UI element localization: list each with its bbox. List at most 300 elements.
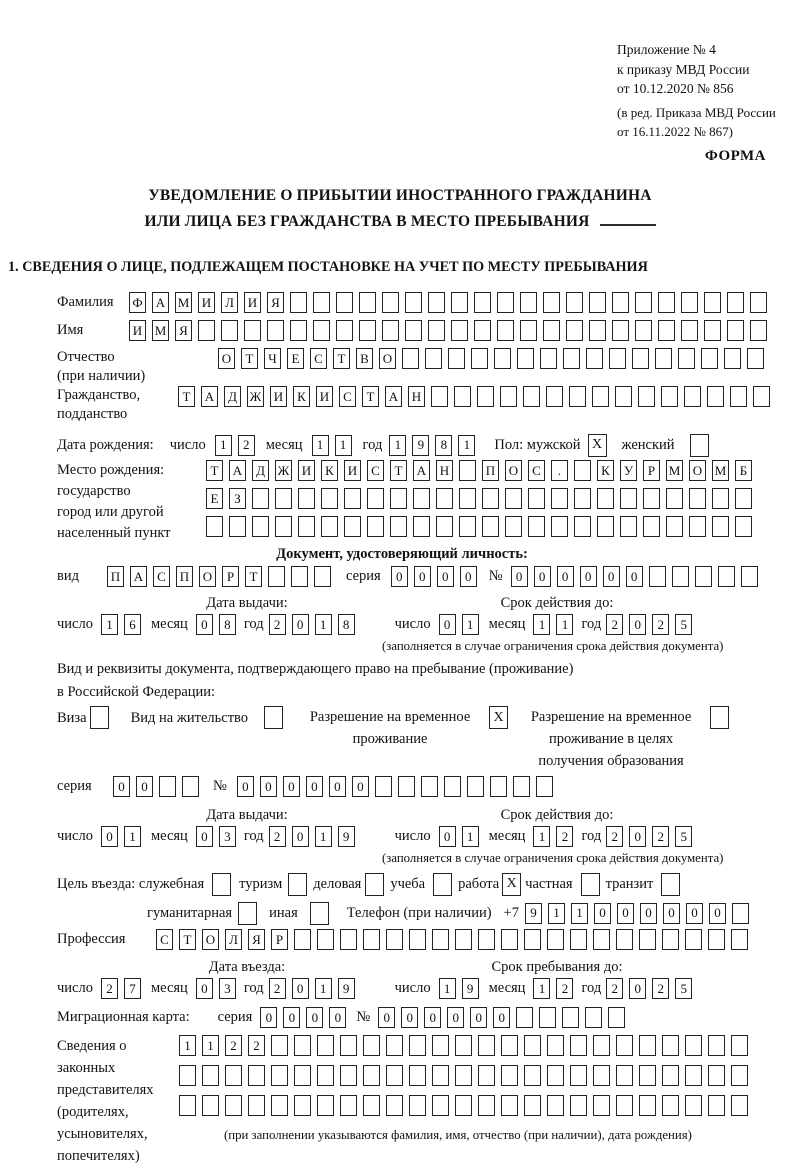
form-cell[interactable] [643,516,660,537]
form-cell[interactable] [291,566,308,587]
form-cell[interactable]: М [666,460,683,481]
form-cell[interactable]: И [270,386,287,407]
form-cell[interactable] [206,516,223,537]
purpose-transit-checkbox[interactable] [661,873,680,896]
form-cell[interactable] [478,1035,495,1056]
form-cell[interactable] [471,348,488,369]
form-cell[interactable] [639,929,656,950]
form-cell[interactable]: А [201,386,218,407]
form-cell[interactable] [666,516,683,537]
form-cell[interactable] [593,1095,610,1116]
form-cell[interactable] [271,1095,288,1116]
form-cell[interactable] [363,1065,380,1086]
form-cell[interactable]: 2 [606,614,623,635]
form-cell[interactable] [589,292,606,313]
form-cell[interactable] [159,776,176,797]
form-cell[interactable] [451,292,468,313]
form-cell[interactable]: И [244,292,261,313]
form-cell[interactable] [685,1035,702,1056]
form-cell[interactable] [528,516,545,537]
form-cell[interactable]: С [156,929,173,950]
form-cell[interactable] [386,1095,403,1116]
form-cell[interactable]: Н [436,460,453,481]
form-cell[interactable] [500,386,517,407]
form-cell[interactable]: 2 [556,826,573,847]
form-cell[interactable] [704,320,721,341]
form-cell[interactable]: 0 [306,776,323,797]
form-cell[interactable] [516,1007,533,1028]
form-cell[interactable] [639,1095,656,1116]
purpose-tourism-checkbox[interactable] [288,873,307,896]
form-cell[interactable]: А [413,460,430,481]
form-cell[interactable]: 0 [629,614,646,635]
form-cell[interactable] [501,1095,518,1116]
form-cell[interactable] [501,1035,518,1056]
form-cell[interactable]: 0 [101,826,118,847]
form-cell[interactable]: С [339,386,356,407]
form-cell[interactable]: 0 [329,1007,346,1028]
form-cell[interactable]: 0 [447,1007,464,1028]
form-cell[interactable]: 3 [219,826,236,847]
form-cell[interactable] [477,386,494,407]
form-cell[interactable]: 0 [378,1007,395,1028]
form-cell[interactable] [643,488,660,509]
form-cell[interactable] [662,1035,679,1056]
form-cell[interactable]: Я [175,320,192,341]
form-cell[interactable]: 0 [663,903,680,924]
form-cell[interactable] [363,929,380,950]
form-cell[interactable] [750,292,767,313]
form-cell[interactable]: И [316,386,333,407]
form-cell[interactable] [616,1065,633,1086]
form-cell[interactable] [570,1095,587,1116]
form-cell[interactable] [221,320,238,341]
form-cell[interactable]: 0 [470,1007,487,1028]
form-cell[interactable] [547,1065,564,1086]
form-cell[interactable]: М [175,292,192,313]
form-cell[interactable]: К [293,386,310,407]
form-cell[interactable]: 9 [462,978,479,999]
form-cell[interactable] [547,1095,564,1116]
form-cell[interactable]: 7 [124,978,141,999]
visa-checkbox[interactable] [90,706,109,729]
form-cell[interactable] [398,776,415,797]
form-cell[interactable] [359,292,376,313]
form-cell[interactable]: О [202,929,219,950]
form-cell[interactable] [179,1065,196,1086]
form-cell[interactable] [505,488,522,509]
form-cell[interactable] [448,348,465,369]
form-cell[interactable] [497,292,514,313]
form-cell[interactable] [593,1065,610,1086]
form-cell[interactable]: 0 [113,776,130,797]
form-cell[interactable] [540,348,557,369]
form-cell[interactable] [405,292,422,313]
form-cell[interactable] [672,566,689,587]
form-cell[interactable] [551,516,568,537]
form-cell[interactable]: И [344,460,361,481]
form-cell[interactable]: К [597,460,614,481]
form-cell[interactable] [658,292,675,313]
form-cell[interactable] [382,292,399,313]
form-cell[interactable]: 1 [462,826,479,847]
form-cell[interactable]: 0 [196,978,213,999]
form-cell[interactable] [562,1007,579,1028]
form-cell[interactable] [317,1035,334,1056]
form-cell[interactable] [681,292,698,313]
form-cell[interactable] [731,929,748,950]
form-cell[interactable] [570,1035,587,1056]
form-cell[interactable] [574,460,591,481]
form-cell[interactable]: 1 [389,435,406,456]
form-cell[interactable]: 0 [629,826,646,847]
form-cell[interactable] [731,1095,748,1116]
form-cell[interactable]: К [321,460,338,481]
purpose-work-checkbox[interactable]: X [502,873,521,896]
form-cell[interactable]: 0 [352,776,369,797]
temp-residence-checkbox[interactable]: X [489,706,508,729]
form-cell[interactable]: 0 [686,903,703,924]
form-cell[interactable] [402,348,419,369]
form-cell[interactable] [635,292,652,313]
form-cell[interactable]: 2 [269,614,286,635]
form-cell[interactable] [497,320,514,341]
form-cell[interactable] [520,292,537,313]
form-cell[interactable] [501,929,518,950]
purpose-official-checkbox[interactable] [212,873,231,896]
form-cell[interactable] [616,1035,633,1056]
form-cell[interactable] [198,320,215,341]
form-cell[interactable] [727,320,744,341]
form-cell[interactable] [524,1035,541,1056]
form-cell[interactable] [375,776,392,797]
form-cell[interactable] [455,1065,472,1086]
form-cell[interactable] [409,1065,426,1086]
form-cell[interactable] [409,1095,426,1116]
form-cell[interactable] [340,1065,357,1086]
form-cell[interactable]: В [356,348,373,369]
form-cell[interactable] [658,320,675,341]
form-cell[interactable] [528,488,545,509]
form-cell[interactable]: 1 [439,978,456,999]
form-cell[interactable] [244,320,261,341]
form-cell[interactable]: 1 [215,435,232,456]
form-cell[interactable] [570,929,587,950]
form-cell[interactable] [524,1065,541,1086]
form-cell[interactable]: 0 [391,566,408,587]
form-cell[interactable]: Я [267,292,284,313]
form-cell[interactable]: 1 [571,903,588,924]
form-cell[interactable]: 0 [629,978,646,999]
form-cell[interactable] [409,1035,426,1056]
form-cell[interactable] [731,1065,748,1086]
form-cell[interactable] [474,320,491,341]
form-cell[interactable]: 1 [462,614,479,635]
form-cell[interactable]: А [385,386,402,407]
form-cell[interactable]: 1 [312,435,329,456]
form-cell[interactable]: 0 [439,614,456,635]
form-cell[interactable]: Т [241,348,258,369]
form-cell[interactable]: 0 [603,566,620,587]
form-cell[interactable]: Ф [129,292,146,313]
form-cell[interactable] [229,516,246,537]
form-cell[interactable]: С [367,460,384,481]
form-cell[interactable] [639,1065,656,1086]
form-cell[interactable]: 0 [594,903,611,924]
form-cell[interactable]: 2 [652,978,669,999]
form-cell[interactable] [421,776,438,797]
form-cell[interactable]: 0 [493,1007,510,1028]
form-cell[interactable] [336,320,353,341]
form-cell[interactable] [182,776,199,797]
form-cell[interactable] [517,348,534,369]
form-cell[interactable] [501,1065,518,1086]
form-cell[interactable] [459,516,476,537]
form-cell[interactable] [724,348,741,369]
form-cell[interactable] [340,1095,357,1116]
form-cell[interactable] [750,320,767,341]
form-cell[interactable] [494,348,511,369]
form-cell[interactable] [566,292,583,313]
form-cell[interactable] [459,460,476,481]
form-cell[interactable] [655,348,672,369]
form-cell[interactable]: О [199,566,216,587]
form-cell[interactable] [616,929,633,950]
form-cell[interactable]: 0 [292,978,309,999]
form-cell[interactable]: 0 [260,776,277,797]
form-cell[interactable]: 9 [412,435,429,456]
form-cell[interactable] [632,348,649,369]
form-cell[interactable] [730,386,747,407]
form-cell[interactable] [290,320,307,341]
form-cell[interactable] [593,929,610,950]
form-cell[interactable]: 1 [533,826,550,847]
purpose-other-checkbox[interactable] [310,902,329,925]
form-cell[interactable]: 1 [315,614,332,635]
form-cell[interactable] [432,1065,449,1086]
form-cell[interactable]: 0 [534,566,551,587]
form-cell[interactable]: 0 [306,1007,323,1028]
form-cell[interactable] [678,348,695,369]
form-cell[interactable]: А [130,566,147,587]
form-cell[interactable] [413,516,430,537]
form-cell[interactable]: 0 [136,776,153,797]
form-cell[interactable] [431,386,448,407]
form-cell[interactable] [405,320,422,341]
form-cell[interactable] [317,1065,334,1086]
form-cell[interactable]: 0 [292,614,309,635]
form-cell[interactable]: 1 [458,435,475,456]
form-cell[interactable] [662,1065,679,1086]
form-cell[interactable] [344,516,361,537]
form-cell[interactable]: Т [333,348,350,369]
form-cell[interactable] [615,386,632,407]
form-cell[interactable] [478,929,495,950]
form-cell[interactable] [566,320,583,341]
form-cell[interactable]: 3 [219,978,236,999]
form-cell[interactable] [367,488,384,509]
form-cell[interactable] [313,320,330,341]
form-cell[interactable]: 9 [525,903,542,924]
form-cell[interactable] [539,1007,556,1028]
form-cell[interactable] [662,1095,679,1116]
form-cell[interactable]: 8 [219,614,236,635]
form-cell[interactable] [336,292,353,313]
form-cell[interactable] [455,1035,472,1056]
form-cell[interactable] [482,516,499,537]
form-cell[interactable] [662,929,679,950]
form-cell[interactable] [290,292,307,313]
form-cell[interactable] [753,386,770,407]
form-cell[interactable] [701,348,718,369]
form-cell[interactable] [386,1065,403,1086]
form-cell[interactable] [712,516,729,537]
form-cell[interactable] [597,488,614,509]
form-cell[interactable] [547,929,564,950]
form-cell[interactable] [620,516,637,537]
form-cell[interactable] [616,1095,633,1116]
form-cell[interactable] [294,929,311,950]
form-cell[interactable] [612,292,629,313]
form-cell[interactable] [478,1065,495,1086]
form-cell[interactable] [731,1035,748,1056]
form-cell[interactable] [490,776,507,797]
form-cell[interactable] [271,1065,288,1086]
form-cell[interactable] [451,320,468,341]
form-cell[interactable]: И [298,460,315,481]
form-cell[interactable] [179,1095,196,1116]
form-cell[interactable] [536,776,553,797]
form-cell[interactable] [363,1095,380,1116]
form-cell[interactable] [321,488,338,509]
form-cell[interactable] [386,1035,403,1056]
form-cell[interactable]: 0 [401,1007,418,1028]
form-cell[interactable] [620,488,637,509]
form-cell[interactable]: 0 [511,566,528,587]
sex-female-checkbox[interactable] [690,434,709,457]
form-cell[interactable] [317,1095,334,1116]
form-cell[interactable] [524,929,541,950]
form-cell[interactable] [747,348,764,369]
form-cell[interactable] [685,1095,702,1116]
purpose-private-checkbox[interactable] [581,873,600,896]
form-cell[interactable] [409,929,426,950]
form-cell[interactable] [718,566,735,587]
form-cell[interactable] [569,386,586,407]
form-cell[interactable] [523,386,540,407]
form-cell[interactable] [570,1065,587,1086]
form-cell[interactable] [524,1095,541,1116]
form-cell[interactable]: О [218,348,235,369]
form-cell[interactable]: Т [390,460,407,481]
form-cell[interactable] [482,488,499,509]
form-cell[interactable] [298,488,315,509]
form-cell[interactable]: 2 [225,1035,242,1056]
form-cell[interactable]: 1 [202,1035,219,1056]
form-cell[interactable] [727,292,744,313]
form-cell[interactable] [612,320,629,341]
form-cell[interactable]: Б [735,460,752,481]
form-cell[interactable] [275,516,292,537]
form-cell[interactable]: О [379,348,396,369]
form-cell[interactable] [712,488,729,509]
form-cell[interactable]: 0 [196,826,213,847]
form-cell[interactable]: 1 [315,826,332,847]
form-cell[interactable]: 0 [617,903,634,924]
form-cell[interactable] [543,292,560,313]
form-cell[interactable] [298,516,315,537]
form-cell[interactable] [202,1065,219,1086]
form-cell[interactable]: П [176,566,193,587]
form-cell[interactable]: 8 [435,435,452,456]
form-cell[interactable] [367,516,384,537]
form-cell[interactable] [382,320,399,341]
form-cell[interactable] [294,1065,311,1086]
form-cell[interactable]: 0 [424,1007,441,1028]
form-cell[interactable]: Ж [247,386,264,407]
form-cell[interactable] [344,488,361,509]
form-cell[interactable] [271,1035,288,1056]
form-cell[interactable] [432,1095,449,1116]
form-cell[interactable]: 1 [101,614,118,635]
form-cell[interactable]: 0 [237,776,254,797]
form-cell[interactable]: 0 [709,903,726,924]
form-cell[interactable] [225,1065,242,1086]
form-cell[interactable]: 8 [338,614,355,635]
form-cell[interactable]: 2 [606,826,623,847]
form-cell[interactable]: 9 [338,978,355,999]
form-cell[interactable]: 2 [652,614,669,635]
form-cell[interactable]: 0 [640,903,657,924]
form-cell[interactable] [252,488,269,509]
form-cell[interactable]: 0 [196,614,213,635]
form-cell[interactable]: У [620,460,637,481]
form-cell[interactable]: 2 [652,826,669,847]
form-cell[interactable] [563,348,580,369]
form-cell[interactable] [708,1035,725,1056]
form-cell[interactable] [593,1035,610,1056]
form-cell[interactable]: Н [408,386,425,407]
form-cell[interactable] [608,1007,625,1028]
form-cell[interactable]: 0 [292,826,309,847]
form-cell[interactable]: 0 [557,566,574,587]
form-cell[interactable]: 1 [556,614,573,635]
form-cell[interactable]: Д [224,386,241,407]
form-cell[interactable]: 0 [626,566,643,587]
form-cell[interactable]: М [712,460,729,481]
form-cell[interactable]: 0 [439,826,456,847]
form-cell[interactable] [708,1065,725,1086]
form-cell[interactable]: Л [225,929,242,950]
form-cell[interactable]: 2 [238,435,255,456]
form-cell[interactable]: 0 [283,1007,300,1028]
form-cell[interactable] [432,929,449,950]
form-cell[interactable] [428,292,445,313]
form-cell[interactable] [413,488,430,509]
form-cell[interactable] [268,566,285,587]
form-cell[interactable]: 1 [179,1035,196,1056]
form-cell[interactable] [635,320,652,341]
form-cell[interactable]: 9 [338,826,355,847]
form-cell[interactable] [294,1095,311,1116]
form-cell[interactable] [455,929,472,950]
form-cell[interactable] [248,1065,265,1086]
form-cell[interactable] [317,929,334,950]
form-cell[interactable] [436,488,453,509]
form-cell[interactable]: 1 [315,978,332,999]
form-cell[interactable]: 1 [335,435,352,456]
form-cell[interactable]: А [152,292,169,313]
